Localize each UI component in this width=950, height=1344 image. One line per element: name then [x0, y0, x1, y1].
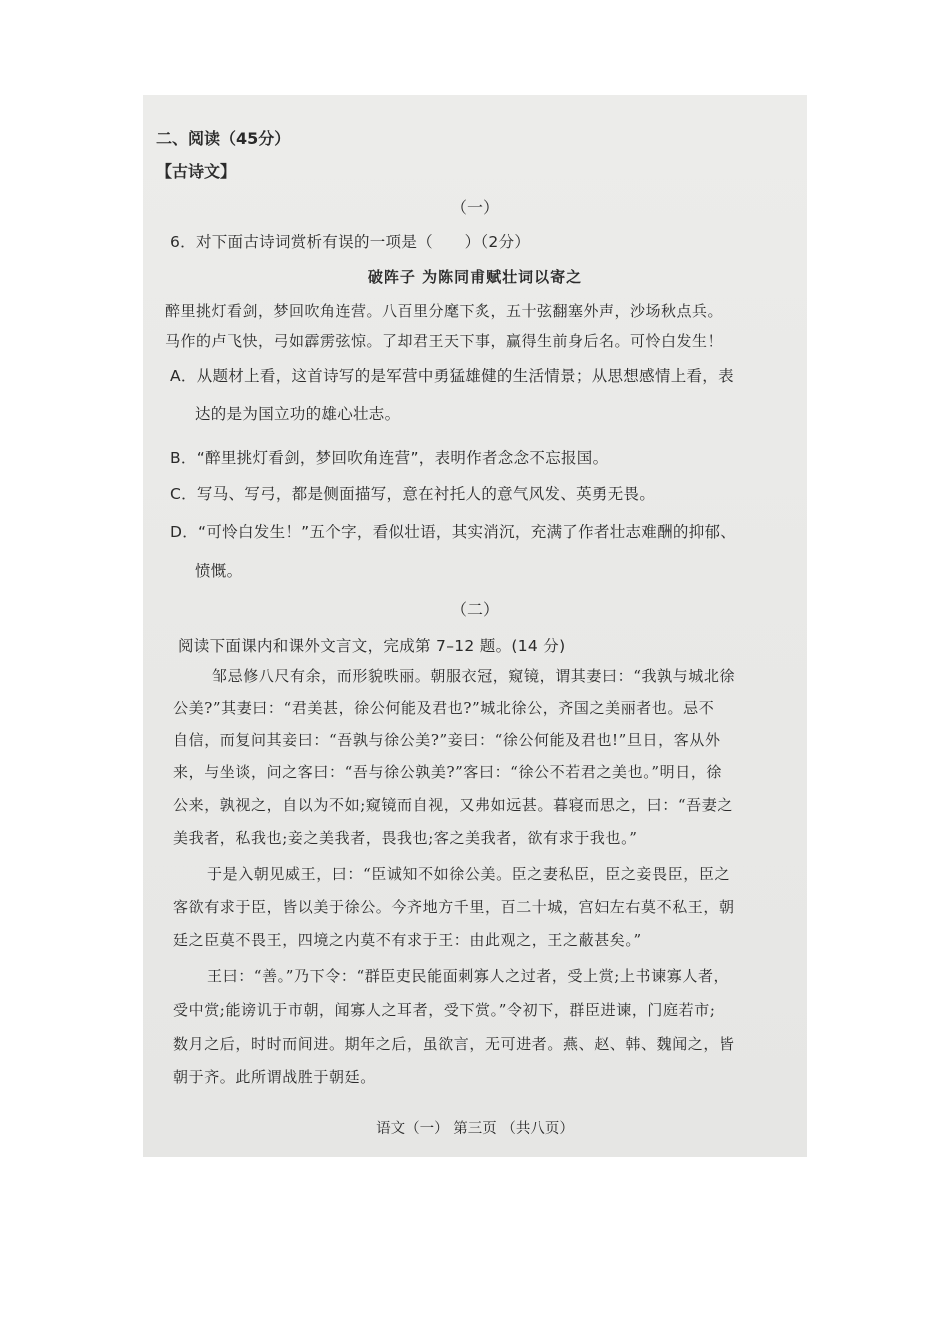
- page-footer: 语文（一） 第三页 （共八页）: [376, 1121, 574, 1137]
- poem-title: 破阵子 为陈同甫赋壮词以寄之: [367, 268, 583, 286]
- section-heading: 二、阅读（45分）: [156, 129, 291, 148]
- option-d-continued: 愤慨。: [195, 562, 243, 580]
- poem-line: 醉里挑灯看剑，梦回吹角连营。八百里分麾下炙，五十弦翻塞外声，沙场秋点兵。: [165, 302, 724, 320]
- passage-line: 受中赏;能谤讥于市朝，闻寡人之耳者，受下赏。”令初下，群臣进谏，门庭若市;: [173, 1001, 716, 1019]
- passage-line: 公美?”其妻曰：“君美甚，徐公何能及君也?”城北徐公，齐国之美丽者也。忌不: [173, 699, 715, 717]
- passage-line: 来，与坐谈，问之客曰：“吾与徐公孰美?”客曰：“徐公不若君之美也。”明日，徐: [173, 763, 723, 781]
- option-b: B．“醉里挑灯看剑，梦回吹角连营”，表明作者念念不忘报国。: [170, 449, 609, 467]
- option-a-continued: 达的是为国立功的雄心壮志。: [195, 405, 401, 423]
- option-a: A．从题材上看，这首诗写的是军营中勇猛雄健的生活情景；从思想感情上看，表: [170, 367, 734, 385]
- subsection-label: 【古诗文】: [156, 162, 237, 181]
- reading-instruction: 阅读下面课内和课外文言文，完成第 7–12 题。(14 分): [178, 637, 566, 655]
- passage-line: 数月之后，时时而间进。期年之后，虽欲言，无可进者。燕、赵、韩、魏闻之，皆: [173, 1035, 735, 1053]
- passage-line: 公来，孰视之，自以为不如;窥镜而自视，又弗如远甚。暮寝而思之，曰：“吾妻之: [173, 796, 733, 814]
- part-marker-2: （二）: [450, 600, 499, 619]
- option-d: D．“可怜白发生！”五个字，看似壮语，其实消沉，充满了作者壮志难酬的抑郁、: [170, 523, 737, 541]
- passage-line: 朝于齐。此所谓战胜于朝廷。: [173, 1068, 376, 1086]
- option-c: C．写马、写弓，都是侧面描写，意在衬托人的意气风发、英勇无畏。: [170, 485, 656, 503]
- part-marker-1: （一）: [450, 198, 499, 217]
- passage-line: 自信，而复问其妾曰：“吾孰与徐公美?”妾曰：“徐公何能及君也!”旦日，客从外: [173, 731, 721, 749]
- passage-line: 客欲有求于臣，皆以美于徐公。今齐地方千里，百二十城，宫妇左右莫不私王，朝: [173, 898, 735, 916]
- poem-line: 马作的卢飞快，弓如霹雳弦惊。了却君王天下事，赢得生前身后名。可怜白发生！: [165, 332, 724, 350]
- passage-line: 美我者，私我也;妾之美我者，畏我也;客之美我者，欲有求于我也。”: [173, 829, 638, 847]
- passage-line: 廷之臣莫不畏王，四境之内莫不有求于王：由此观之，王之蔽甚矣。”: [173, 931, 642, 949]
- passage-line: 邹忌修八尺有余，而形貌昳丽。朝服衣冠，窥镜，谓其妻曰：“我孰与城北徐: [212, 667, 736, 685]
- passage-line: 王曰：“善。”乃下令：“群臣吏民能面刺寡人之过者，受上赏;上书谏寡人者，: [207, 967, 730, 985]
- exam-page: [143, 95, 807, 1157]
- passage-line: 于是入朝见威王，曰：“臣诚知不如徐公美。臣之妻私臣，臣之妾畏臣，臣之: [207, 865, 731, 883]
- question-6: 6．对下面古诗词赏析有误的一项是（ ）（2分）: [170, 233, 531, 251]
